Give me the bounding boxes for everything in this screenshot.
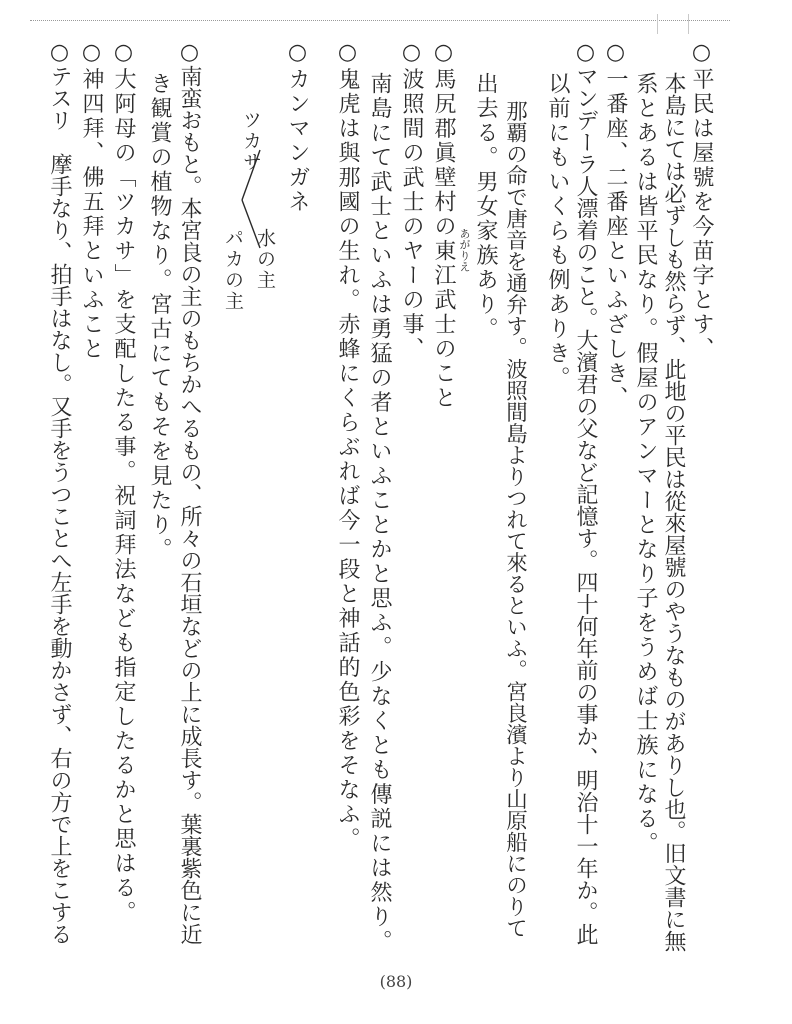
- text-line: ○馬尻郡眞壁村の東江武士のこと: [431, 40, 456, 411]
- text-line: 本島にては必ずしも然らず、此地の平民は從來屋號のやうなものがありし也。旧文書に無: [661, 72, 686, 952]
- text-line: 以前にもいくらも例ありき。: [545, 72, 570, 391]
- text-line: ○鬼虎は與那國の生れ。赤蜂にくらぶれば今一段と神話的色彩をそなふ。: [335, 40, 360, 852]
- tree-branch-b-label: パカの主: [222, 228, 244, 312]
- text-line: ○南蛮おもと。本宮良の主のもちかへるもの、所々の石垣などの上に成長す。葉裏紫色に近: [177, 40, 202, 945]
- text-line: 那覇の命で唐音を通弁す。波照間島よりつれて來るといふ。宮良濱より山原船にのりて: [502, 100, 528, 939]
- text-line: ○大阿母の「ツカサ」を支配したる事。祝詞拜法なども指定したるかと思はる。: [111, 40, 136, 925]
- tree-root-label: ツカサ: [240, 110, 262, 173]
- page-number: (88): [379, 972, 413, 991]
- text-line: ○テスリ 摩手なり、拍手はなし。又手をうつことへ左手を動かさず、右の方で上をこする: [47, 40, 72, 945]
- furigana: あがりえ: [458, 228, 471, 272]
- top-dotted-rule: [30, 20, 730, 21]
- text-line: 南島にて武士といふは勇猛の者といふことかと思ふ。少なくとも傳説には然り。: [367, 72, 392, 954]
- text-line: ○平民は屋號を今苗字とす、: [689, 40, 714, 362]
- text-line: ○波照間の武士のヤーの事、: [399, 40, 424, 362]
- text-line: 出去る。男女家族あり。: [473, 72, 498, 342]
- text-line: ○マンデーラ人漂着のこと。大濱君の父など記憶す。四十何年前の事か、明治十一年か。此: [573, 40, 598, 945]
- margin-scratch: [657, 14, 658, 34]
- margin-scratch: [688, 14, 689, 34]
- tree-branch-a-label: 水の主: [254, 228, 276, 291]
- text-line: 系とあるは皆平民なり。假屋のアンマーとなり子をうめば士族になる。: [633, 72, 658, 856]
- text-line: ○カンマンガネ: [285, 40, 310, 215]
- text-line: ○神四拜、佛五拜といふこと: [79, 40, 104, 362]
- text-line: ○一番座、二番座といふざしき、: [603, 40, 628, 411]
- text-line: き観賞の植物なり。宮古にてもそを見たり。: [147, 72, 172, 562]
